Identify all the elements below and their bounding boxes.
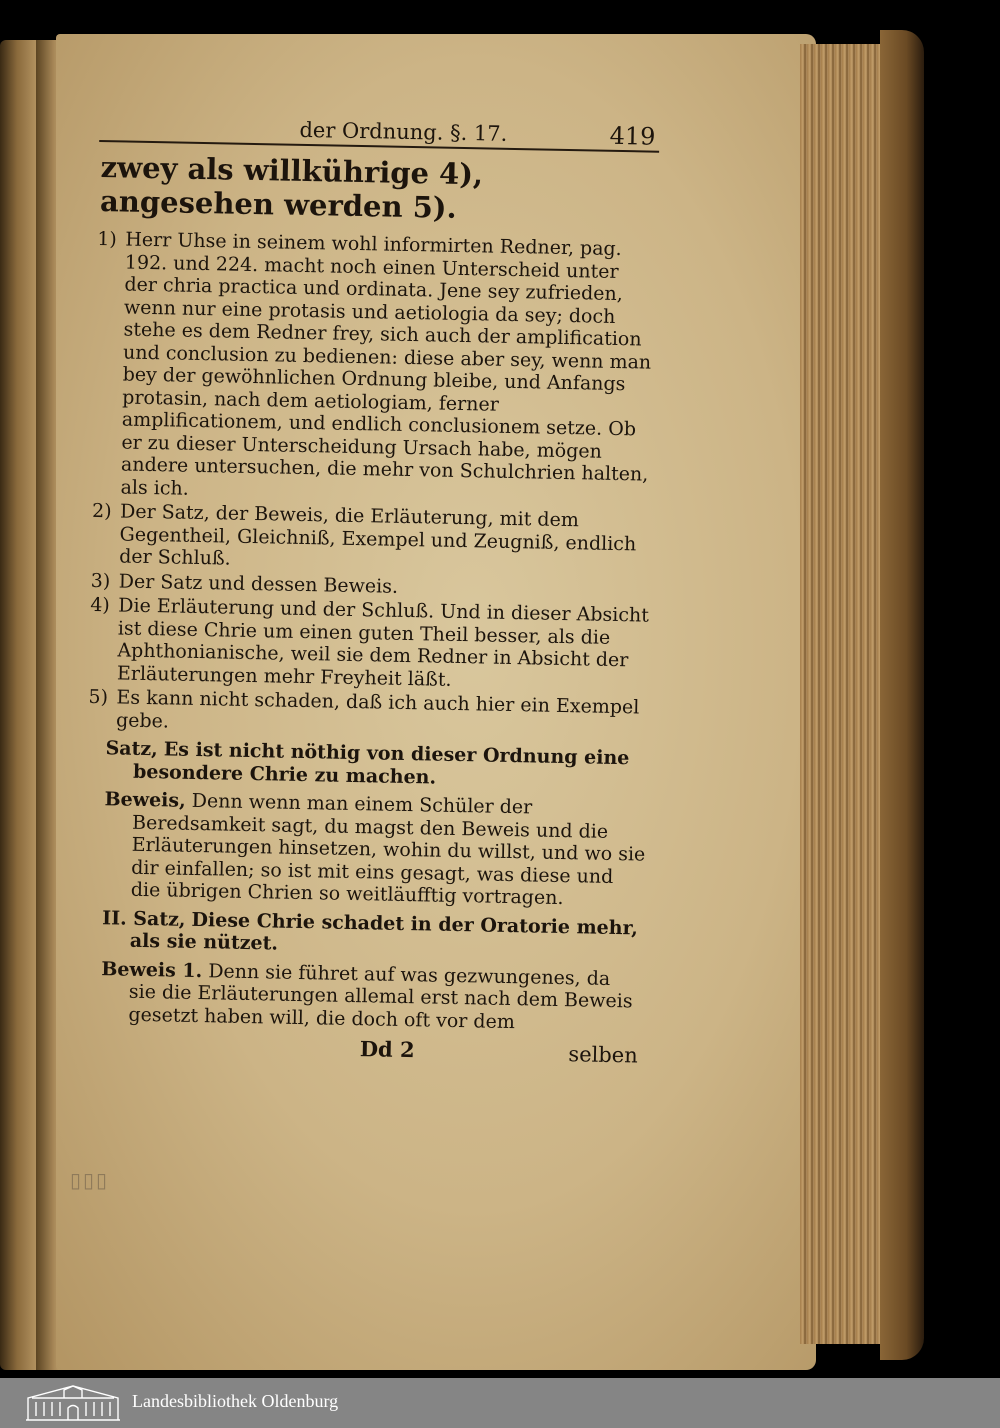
- chria-entry-text: Denn sie führet auf was gezwungenes, da sie die Erläuterungen allemal erst nach dem Beweis gesetzt haben will, die doch oft vor dem: [128, 959, 633, 1033]
- footnote-number: 5): [88, 685, 109, 709]
- left-page-edge: [0, 40, 38, 1370]
- faint-library-stamp: ▯▯▯: [70, 1168, 110, 1192]
- binding-edge: [880, 30, 924, 1360]
- footnote-text: Die Erläuterung und der Schluß. Und in dieser Absicht ist diese Chrie um einen guten Theil besser, als die Aphthonianische, weil sie dem Redner in Absicht der Erläuterungen mehr Freyheit läßt.: [116, 594, 650, 691]
- chria-entry: [84, 906, 645, 962]
- chria-entry-label: Satz,: [105, 737, 158, 761]
- chria-entry: [82, 957, 643, 1035]
- catchword: selben: [568, 1042, 638, 1068]
- chria-entry-label: Beweis 1.: [101, 957, 203, 982]
- footnote: [91, 500, 652, 578]
- chria-entry-label: Beweis,: [104, 788, 186, 812]
- chria-entry-label: II. Satz,: [102, 906, 186, 931]
- chria-entry-text: Es ist nicht nöthig von dieser Ordnung eine besondere Chrie zu machen.: [132, 738, 630, 789]
- running-head-title: der Ordnung. §. 17.: [299, 117, 508, 146]
- footnote-number: 1): [97, 227, 118, 251]
- signature-mark: Dd 2: [359, 1036, 415, 1063]
- chria-entry-text: Denn wenn man einem Schüler der Beredsamkeit sagt, du magst den Beweis und die Erläuterungen hinsetzen, wohin du willst, und wo sie dir einfallen; so ist mit eins gesagt, was diese und die übrigen Chrien so weitläufftig vortragen.: [130, 789, 646, 910]
- page-number: 419: [609, 121, 656, 151]
- footnote-text: Der Satz und dessen Beweis.: [118, 569, 399, 598]
- library-building-icon: [24, 1384, 122, 1422]
- footnote-number: 2): [91, 499, 112, 523]
- footnote-text: Herr Uhse in seinem wohl informirten Redner, pag. 192. und 224. macht noch einen Unterscheid unter der chria practica und ordinata. Jene sey zufrieden, wenn nur eine protasis und aetiologia da sey; doch stehe es dem Redner frey, sich auch der amplification und conclusion zu bedienen: diese aber sey, wenn man bey der gewöhnlichen Ordnung bleibe, und Anfangs protasin, nach dem aetiologiam, ferner amplificationem, und endlich conclusionem setze. Ob er zu dieser Unterscheidung Ursach habe, mögen andere untersuchen, die mehr von Schulchrien halten, als ich.: [120, 228, 652, 500]
- lead-text: zwey als willkührige 4), angesehen werden 5).: [99, 150, 484, 225]
- chria-entry: [87, 737, 648, 793]
- footnote: [89, 594, 651, 695]
- footnote-number: 3): [90, 569, 111, 592]
- footer-bar: [0, 1378, 1000, 1428]
- footnote: [92, 228, 657, 509]
- footnote-number: 4): [90, 593, 111, 617]
- footer-label: Landesbibliothek Oldenburg: [132, 1391, 339, 1411]
- page-text: [82, 100, 660, 1070]
- footnotes: [82, 228, 657, 1036]
- footnote: [88, 686, 649, 742]
- footnote-text: Es kann nicht schaden, daß ich auch hier ein Exempel gebe.: [115, 686, 640, 732]
- chria-entry-text: Diese Chrie schadet in der Oratorie mehr, als sie nützet.: [129, 908, 639, 955]
- chria-entry: [85, 788, 647, 911]
- footnote-text: Der Satz, der Beweis, die Erläuterung, mit dem Gegentheil, Gleichniß, Exempel und Zeugniß, endlich der Schluß.: [119, 500, 637, 570]
